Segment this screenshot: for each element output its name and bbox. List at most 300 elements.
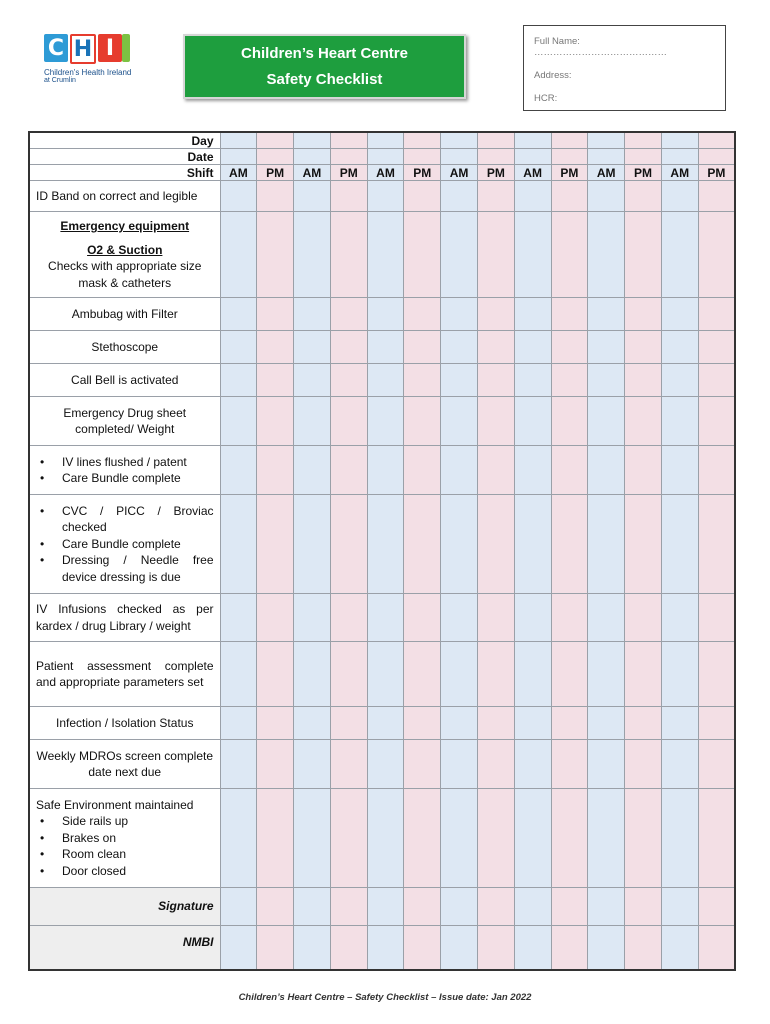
- am-check-cell[interactable]: [294, 446, 331, 495]
- pm-check-cell[interactable]: [477, 707, 514, 740]
- pm-check-cell[interactable]: [404, 789, 441, 888]
- am-check-cell[interactable]: [220, 446, 257, 495]
- pm-check-cell[interactable]: [330, 594, 367, 642]
- am-check-cell[interactable]: [294, 212, 331, 298]
- pm-check-cell[interactable]: [404, 364, 441, 397]
- am-check-cell[interactable]: [588, 331, 625, 364]
- pm-check-cell[interactable]: [477, 789, 514, 888]
- pm-check-cell[interactable]: [698, 740, 735, 789]
- list-item: [36, 470, 214, 487]
- am-check-cell[interactable]: [514, 789, 551, 888]
- emergency-equipment-heading: Emergency equipment: [60, 219, 190, 233]
- bullet-icon: •: [40, 471, 45, 485]
- pm-check-cell[interactable]: [404, 740, 441, 789]
- pm-check-cell[interactable]: [477, 331, 514, 364]
- full-name-field: Full Name: ……………………………………: [534, 36, 667, 58]
- am-check-cell[interactable]: [588, 446, 625, 495]
- pm-check-cell[interactable]: [404, 707, 441, 740]
- pm-check-cell[interactable]: [551, 212, 588, 298]
- pm-check-cell[interactable]: [404, 181, 441, 212]
- am-check-cell[interactable]: [220, 642, 257, 707]
- pm-check-cell[interactable]: [404, 888, 441, 926]
- am-check-cell[interactable]: [514, 181, 551, 212]
- am-check-cell[interactable]: [441, 364, 478, 397]
- am-check-cell[interactable]: [661, 888, 698, 926]
- pm-check-cell[interactable]: [551, 789, 588, 888]
- am-check-cell[interactable]: [294, 789, 331, 888]
- iv-infusions-label: IV Infusions checked as per kardex / drug Library / weight: [29, 594, 220, 642]
- pm-check-cell[interactable]: [625, 707, 662, 740]
- am-check-cell[interactable]: [441, 298, 478, 331]
- pm-check-cell[interactable]: [477, 397, 514, 446]
- pm-check-cell[interactable]: [625, 446, 662, 495]
- am-check-cell[interactable]: [588, 397, 625, 446]
- document-title-box: [183, 34, 466, 99]
- pm-check-cell[interactable]: [625, 298, 662, 331]
- pm-check-cell[interactable]: [551, 397, 588, 446]
- pm-check-cell[interactable]: [257, 298, 294, 331]
- am-check-cell[interactable]: [220, 926, 257, 970]
- am-check-cell[interactable]: [220, 364, 257, 397]
- pm-check-cell[interactable]: [257, 446, 294, 495]
- pm-check-cell[interactable]: [404, 642, 441, 707]
- am-check-cell[interactable]: [661, 397, 698, 446]
- shift-am: AM: [661, 165, 698, 181]
- pm-check-cell[interactable]: [625, 926, 662, 970]
- am-check-cell[interactable]: [441, 594, 478, 642]
- pm-check-cell[interactable]: [551, 331, 588, 364]
- am-check-cell[interactable]: [220, 298, 257, 331]
- pm-check-cell[interactable]: [551, 926, 588, 970]
- pm-check-cell[interactable]: [404, 331, 441, 364]
- date-cell[interactable]: [220, 149, 257, 165]
- pm-check-cell[interactable]: [698, 495, 735, 594]
- pm-check-cell[interactable]: [625, 888, 662, 926]
- am-check-cell[interactable]: [220, 495, 257, 594]
- safe-env-item-4: Door closed: [62, 863, 127, 878]
- pm-check-cell[interactable]: [477, 298, 514, 331]
- address-field: Address:: [534, 70, 572, 81]
- stethoscope-label: Stethoscope: [29, 331, 220, 364]
- logo-org-location: at Crumlin: [44, 77, 76, 84]
- pm-check-cell[interactable]: [330, 740, 367, 789]
- pm-check-cell[interactable]: [625, 740, 662, 789]
- pm-check-cell[interactable]: [698, 594, 735, 642]
- am-check-cell[interactable]: [294, 926, 331, 970]
- list-item: [36, 536, 214, 553]
- am-check-cell[interactable]: [514, 495, 551, 594]
- am-check-cell[interactable]: [661, 926, 698, 970]
- date-label: Date: [29, 149, 220, 165]
- pm-check-cell[interactable]: [330, 495, 367, 594]
- day-cell[interactable]: [661, 132, 698, 149]
- pm-check-cell[interactable]: [698, 298, 735, 331]
- am-check-cell[interactable]: [514, 740, 551, 789]
- assessment-label: Patient assessment complete and appropriate parameters set: [29, 642, 220, 707]
- row-stethoscope: [29, 331, 735, 364]
- logo-letter-c: C: [44, 34, 68, 62]
- day-cell[interactable]: [588, 132, 625, 149]
- shift-label: Shift: [29, 165, 220, 181]
- day-cell[interactable]: [367, 132, 404, 149]
- pm-check-cell[interactable]: [257, 707, 294, 740]
- am-check-cell[interactable]: [441, 740, 478, 789]
- am-check-cell[interactable]: [441, 707, 478, 740]
- pm-check-cell[interactable]: [257, 740, 294, 789]
- pm-check-cell[interactable]: [330, 707, 367, 740]
- am-check-cell[interactable]: [661, 707, 698, 740]
- am-check-cell[interactable]: [441, 446, 478, 495]
- date-cell[interactable]: [514, 149, 551, 165]
- pm-check-cell[interactable]: [698, 926, 735, 970]
- pm-check-cell[interactable]: [551, 888, 588, 926]
- logo-letter-h: H: [70, 34, 96, 64]
- pm-check-cell[interactable]: [698, 707, 735, 740]
- am-check-cell[interactable]: [588, 594, 625, 642]
- title-line-1: Children’s Heart Centre: [241, 44, 408, 62]
- am-check-cell[interactable]: [514, 594, 551, 642]
- am-check-cell[interactable]: [220, 740, 257, 789]
- day-cell[interactable]: [220, 132, 257, 149]
- hcr-field: HCR:: [534, 93, 558, 104]
- am-check-cell[interactable]: [367, 789, 404, 888]
- pm-check-cell[interactable]: [625, 397, 662, 446]
- am-check-cell[interactable]: [367, 364, 404, 397]
- am-check-cell[interactable]: [514, 331, 551, 364]
- am-check-cell[interactable]: [220, 331, 257, 364]
- bullet-icon: •: [40, 814, 45, 829]
- date-cell[interactable]: [551, 149, 588, 165]
- am-check-cell[interactable]: [441, 888, 478, 926]
- am-check-cell[interactable]: [441, 212, 478, 298]
- am-check-cell[interactable]: [220, 212, 257, 298]
- am-check-cell[interactable]: [588, 789, 625, 888]
- pm-check-cell[interactable]: [330, 926, 367, 970]
- pm-check-cell[interactable]: [625, 642, 662, 707]
- date-cell[interactable]: [294, 149, 331, 165]
- pm-check-cell[interactable]: [257, 181, 294, 212]
- am-check-cell[interactable]: [294, 594, 331, 642]
- day-cell[interactable]: [330, 132, 367, 149]
- pm-check-cell[interactable]: [477, 364, 514, 397]
- am-check-cell[interactable]: [367, 707, 404, 740]
- row-iv-lines: [29, 446, 735, 495]
- pm-check-cell[interactable]: [551, 364, 588, 397]
- pm-check-cell[interactable]: [257, 594, 294, 642]
- am-check-cell[interactable]: [294, 397, 331, 446]
- day-cell[interactable]: [294, 132, 331, 149]
- am-check-cell[interactable]: [661, 789, 698, 888]
- pm-check-cell[interactable]: [257, 789, 294, 888]
- pm-check-cell[interactable]: [330, 446, 367, 495]
- pm-check-cell[interactable]: [330, 642, 367, 707]
- shift-pm: PM: [698, 165, 735, 181]
- pm-check-cell[interactable]: [551, 181, 588, 212]
- am-check-cell[interactable]: [367, 594, 404, 642]
- day-cell[interactable]: [477, 132, 514, 149]
- pm-check-cell[interactable]: [698, 212, 735, 298]
- pm-check-cell[interactable]: [404, 495, 441, 594]
- pm-check-cell[interactable]: [404, 397, 441, 446]
- date-cell[interactable]: [588, 149, 625, 165]
- logo-org-name: Children's Health Ireland: [44, 68, 132, 77]
- nmbi-label: NMBI: [29, 926, 220, 970]
- am-check-cell[interactable]: [367, 181, 404, 212]
- bullet-icon: •: [40, 503, 45, 518]
- am-check-cell[interactable]: [367, 888, 404, 926]
- pm-check-cell[interactable]: [551, 298, 588, 331]
- footer-text: Children’s Heart Centre – Safety Checklist – Issue date: Jan 2022: [238, 992, 532, 1003]
- logo-green-block: [122, 34, 130, 62]
- date-cell[interactable]: [404, 149, 441, 165]
- day-cell[interactable]: [404, 132, 441, 149]
- title-line-2: Safety Checklist: [266, 71, 383, 89]
- am-check-cell[interactable]: [367, 740, 404, 789]
- pm-check-cell[interactable]: [625, 331, 662, 364]
- pm-check-cell[interactable]: [330, 888, 367, 926]
- shift-am: AM: [220, 165, 257, 181]
- am-check-cell[interactable]: [367, 397, 404, 446]
- call-bell-label: Call Bell is activated: [29, 364, 220, 397]
- pm-check-cell[interactable]: [477, 926, 514, 970]
- am-check-cell[interactable]: [294, 707, 331, 740]
- pm-check-cell[interactable]: [551, 594, 588, 642]
- am-check-cell[interactable]: [367, 642, 404, 707]
- pm-check-cell[interactable]: [698, 446, 735, 495]
- date-cell[interactable]: [441, 149, 478, 165]
- pm-check-cell[interactable]: [477, 181, 514, 212]
- patient-label-box: [523, 25, 726, 111]
- pm-check-cell[interactable]: [477, 495, 514, 594]
- shift-pm: PM: [257, 165, 294, 181]
- cvc-item-3: Dressing / Needle free device dressing is due: [62, 553, 214, 584]
- am-check-cell[interactable]: [514, 707, 551, 740]
- am-check-cell[interactable]: [588, 926, 625, 970]
- pm-check-cell[interactable]: [551, 707, 588, 740]
- bullet-icon: •: [40, 847, 45, 862]
- am-check-cell[interactable]: [514, 926, 551, 970]
- am-check-cell[interactable]: [661, 331, 698, 364]
- pm-check-cell[interactable]: [257, 212, 294, 298]
- shift-pm: PM: [551, 165, 588, 181]
- pm-check-cell[interactable]: [404, 926, 441, 970]
- am-check-cell[interactable]: [514, 364, 551, 397]
- date-cell[interactable]: [698, 149, 735, 165]
- pm-check-cell[interactable]: [404, 446, 441, 495]
- row-signature: [29, 888, 735, 926]
- bullet-icon: •: [40, 863, 45, 878]
- pm-check-cell[interactable]: [698, 789, 735, 888]
- list-item: [36, 846, 214, 863]
- am-check-cell[interactable]: [514, 888, 551, 926]
- row-cvc: [29, 495, 735, 594]
- pm-check-cell[interactable]: [404, 298, 441, 331]
- date-cell[interactable]: [257, 149, 294, 165]
- pm-check-cell[interactable]: [257, 642, 294, 707]
- am-check-cell[interactable]: [294, 331, 331, 364]
- pm-check-cell[interactable]: [257, 926, 294, 970]
- am-check-cell[interactable]: [588, 364, 625, 397]
- pm-check-cell[interactable]: [698, 888, 735, 926]
- am-check-cell[interactable]: [661, 446, 698, 495]
- pm-check-cell[interactable]: [698, 181, 735, 212]
- pm-check-cell[interactable]: [330, 298, 367, 331]
- pm-check-cell[interactable]: [698, 397, 735, 446]
- am-check-cell[interactable]: [661, 495, 698, 594]
- day-cell[interactable]: [441, 132, 478, 149]
- day-cell[interactable]: [625, 132, 662, 149]
- ambubag-label: Ambubag with Filter: [29, 298, 220, 331]
- am-check-cell[interactable]: [294, 364, 331, 397]
- am-check-cell[interactable]: [294, 298, 331, 331]
- am-check-cell[interactable]: [220, 789, 257, 888]
- pm-check-cell[interactable]: [477, 594, 514, 642]
- list-item: [36, 552, 214, 585]
- am-check-cell[interactable]: [367, 926, 404, 970]
- am-check-cell[interactable]: [441, 789, 478, 888]
- shift-am: AM: [588, 165, 625, 181]
- pm-check-cell[interactable]: [330, 331, 367, 364]
- pm-check-cell[interactable]: [698, 331, 735, 364]
- list-item: [36, 830, 214, 847]
- am-check-cell[interactable]: [661, 740, 698, 789]
- day-cell[interactable]: [698, 132, 735, 149]
- am-check-cell[interactable]: [294, 740, 331, 789]
- am-check-cell[interactable]: [588, 707, 625, 740]
- am-check-cell[interactable]: [514, 446, 551, 495]
- pm-check-cell[interactable]: [404, 212, 441, 298]
- pm-check-cell[interactable]: [257, 364, 294, 397]
- am-check-cell[interactable]: [367, 212, 404, 298]
- am-check-cell[interactable]: [514, 298, 551, 331]
- pm-check-cell[interactable]: [257, 331, 294, 364]
- am-check-cell[interactable]: [441, 181, 478, 212]
- shift-pm: PM: [477, 165, 514, 181]
- day-row: [29, 132, 735, 149]
- am-check-cell[interactable]: [514, 397, 551, 446]
- am-check-cell[interactable]: [220, 707, 257, 740]
- date-cell[interactable]: [367, 149, 404, 165]
- am-check-cell[interactable]: [661, 212, 698, 298]
- am-check-cell[interactable]: [588, 740, 625, 789]
- am-check-cell[interactable]: [220, 594, 257, 642]
- day-label: Day: [29, 132, 220, 149]
- am-check-cell[interactable]: [661, 594, 698, 642]
- am-check-cell[interactable]: [588, 495, 625, 594]
- am-check-cell[interactable]: [294, 181, 331, 212]
- pm-check-cell[interactable]: [625, 789, 662, 888]
- bullet-icon: •: [40, 536, 45, 551]
- am-check-cell[interactable]: [588, 181, 625, 212]
- am-check-cell[interactable]: [588, 212, 625, 298]
- am-check-cell[interactable]: [661, 364, 698, 397]
- pm-check-cell[interactable]: [551, 642, 588, 707]
- pm-check-cell[interactable]: [698, 642, 735, 707]
- o2-suction-label: [29, 212, 220, 298]
- pm-check-cell[interactable]: [257, 888, 294, 926]
- date-row: [29, 149, 735, 165]
- pm-check-cell[interactable]: [257, 397, 294, 446]
- list-item: [36, 503, 214, 536]
- row-infection: [29, 707, 735, 740]
- iv-lines-item-2: Care Bundle complete: [62, 471, 181, 485]
- am-check-cell[interactable]: [441, 926, 478, 970]
- am-check-cell[interactable]: [588, 298, 625, 331]
- pm-check-cell[interactable]: [625, 495, 662, 594]
- bullet-icon: •: [40, 553, 45, 568]
- am-check-cell[interactable]: [294, 888, 331, 926]
- pm-check-cell[interactable]: [330, 181, 367, 212]
- list-item: [36, 454, 214, 471]
- am-check-cell[interactable]: [661, 181, 698, 212]
- date-cell[interactable]: [477, 149, 514, 165]
- logo-blocks: [44, 34, 174, 64]
- pm-check-cell[interactable]: [551, 446, 588, 495]
- date-cell[interactable]: [330, 149, 367, 165]
- pm-check-cell[interactable]: [477, 888, 514, 926]
- am-check-cell[interactable]: [367, 331, 404, 364]
- am-check-cell[interactable]: [367, 495, 404, 594]
- pm-check-cell[interactable]: [551, 740, 588, 789]
- pm-check-cell[interactable]: [330, 397, 367, 446]
- pm-check-cell[interactable]: [330, 212, 367, 298]
- am-check-cell[interactable]: [441, 397, 478, 446]
- pm-check-cell[interactable]: [625, 594, 662, 642]
- am-check-cell[interactable]: [220, 397, 257, 446]
- shift-am: AM: [367, 165, 404, 181]
- am-check-cell[interactable]: [220, 181, 257, 212]
- am-check-cell[interactable]: [367, 298, 404, 331]
- bullet-icon: •: [40, 454, 45, 469]
- row-assessment: [29, 642, 735, 707]
- pm-check-cell[interactable]: [477, 446, 514, 495]
- pm-check-cell[interactable]: [625, 212, 662, 298]
- pm-check-cell[interactable]: [477, 642, 514, 707]
- day-cell[interactable]: [257, 132, 294, 149]
- day-cell[interactable]: [514, 132, 551, 149]
- am-check-cell[interactable]: [441, 495, 478, 594]
- am-check-cell[interactable]: [294, 642, 331, 707]
- am-check-cell[interactable]: [661, 642, 698, 707]
- am-check-cell[interactable]: [441, 331, 478, 364]
- pm-check-cell[interactable]: [551, 495, 588, 594]
- am-check-cell[interactable]: [588, 642, 625, 707]
- day-cell[interactable]: [551, 132, 588, 149]
- pm-check-cell[interactable]: [257, 495, 294, 594]
- row-id-band: [29, 181, 735, 212]
- cvc-label: [29, 495, 220, 594]
- date-cell[interactable]: [661, 149, 698, 165]
- am-check-cell[interactable]: [588, 888, 625, 926]
- row-drug-sheet: [29, 397, 735, 446]
- am-check-cell[interactable]: [661, 298, 698, 331]
- am-check-cell[interactable]: [514, 212, 551, 298]
- pm-check-cell[interactable]: [698, 364, 735, 397]
- am-check-cell[interactable]: [441, 642, 478, 707]
- pm-check-cell[interactable]: [330, 364, 367, 397]
- pm-check-cell[interactable]: [477, 740, 514, 789]
- pm-check-cell[interactable]: [625, 364, 662, 397]
- am-check-cell[interactable]: [367, 446, 404, 495]
- pm-check-cell[interactable]: [625, 181, 662, 212]
- am-check-cell[interactable]: [294, 495, 331, 594]
- am-check-cell[interactable]: [220, 888, 257, 926]
- pm-check-cell[interactable]: [330, 789, 367, 888]
- date-cell[interactable]: [625, 149, 662, 165]
- pm-check-cell[interactable]: [477, 212, 514, 298]
- pm-check-cell[interactable]: [404, 594, 441, 642]
- am-check-cell[interactable]: [514, 642, 551, 707]
